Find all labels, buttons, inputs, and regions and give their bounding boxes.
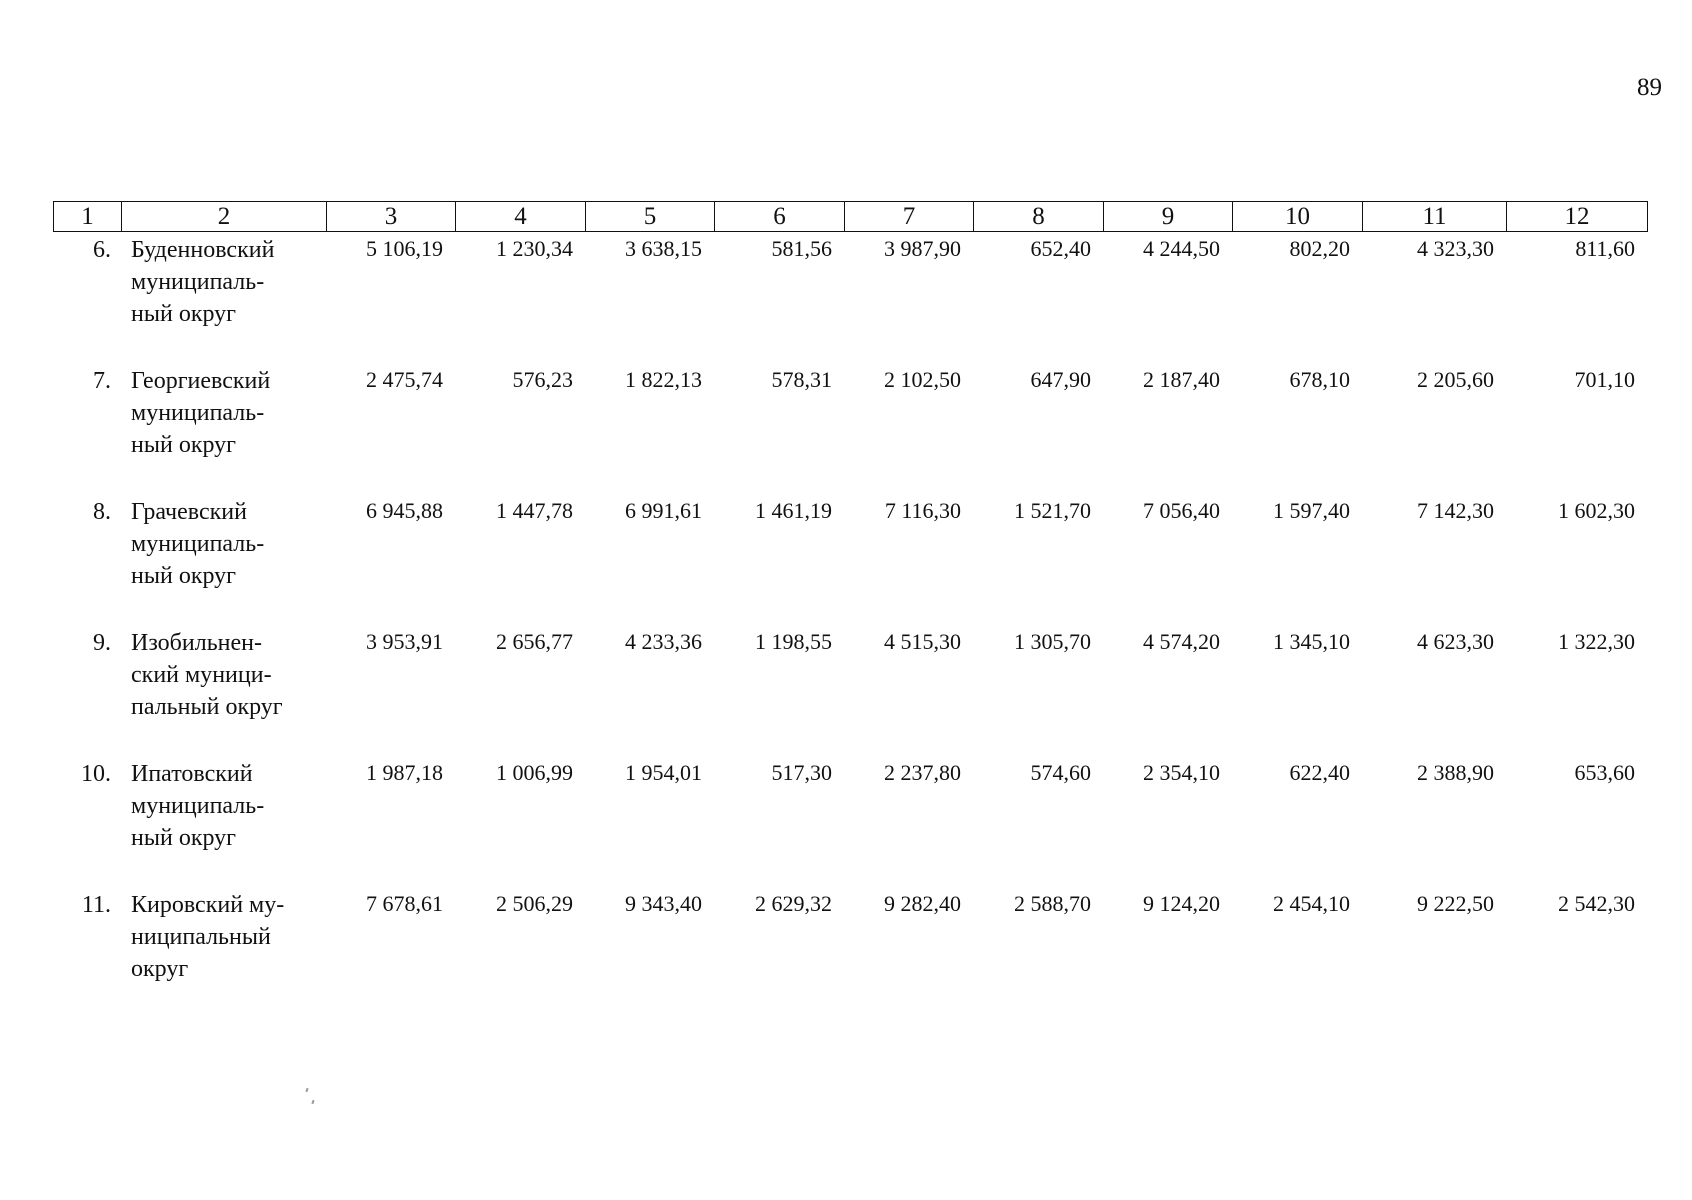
- row-number: 7.: [93, 368, 111, 394]
- header-cell: 5: [586, 202, 715, 232]
- row-number: 10.: [81, 761, 111, 787]
- district-name-line: ский муници-: [131, 662, 272, 688]
- header-row: [54, 202, 1648, 232]
- value-cell: 9 124,20: [1143, 891, 1220, 916]
- row-number: 9.: [93, 630, 111, 656]
- district-name: [121, 234, 326, 365]
- value-cell: 1 602,30: [1558, 498, 1635, 523]
- header-cell: 12: [1507, 202, 1648, 232]
- header-cell: 1: [54, 202, 122, 232]
- table-row: [53, 758, 1647, 889]
- district-name-line: ный округ: [131, 301, 236, 327]
- value-cell: 622,40: [1289, 760, 1350, 785]
- district-name-line: муниципаль-: [131, 531, 265, 557]
- value-cell: 2 475,74: [366, 367, 443, 392]
- value-cell: 1 987,18: [366, 760, 443, 785]
- district-name: [121, 758, 326, 889]
- value-cell: 7 678,61: [366, 891, 443, 916]
- header-cell: 10: [1233, 202, 1363, 232]
- value-cell: 1 230,34: [496, 236, 573, 261]
- value-cell: 7 142,30: [1417, 498, 1494, 523]
- value-cell: 2 454,10: [1273, 891, 1350, 916]
- scan-speck: [305, 1088, 308, 1092]
- value-cell: 2 187,40: [1143, 367, 1220, 392]
- value-cell: 3 638,15: [625, 236, 702, 261]
- value-cell: 4 323,30: [1417, 236, 1494, 261]
- header-cell: 3: [327, 202, 456, 232]
- district-name-line: муниципаль-: [131, 793, 265, 819]
- value-cell: 1 597,40: [1273, 498, 1350, 523]
- value-cell: 4 574,20: [1143, 629, 1220, 654]
- table-row: [53, 889, 1647, 1020]
- value-cell: 9 282,40: [884, 891, 961, 916]
- value-cell: 647,90: [1030, 367, 1091, 392]
- value-cell: 4 623,30: [1417, 629, 1494, 654]
- value-cell: 653,60: [1574, 760, 1635, 785]
- table-row: [53, 627, 1647, 758]
- value-cell: 2 506,29: [496, 891, 573, 916]
- value-cell: 9 222,50: [1417, 891, 1494, 916]
- district-name-line: муниципаль-: [131, 269, 265, 295]
- table-row: [53, 365, 1647, 496]
- value-cell: 1 006,99: [496, 760, 573, 785]
- district-name-line: Георгиевский: [131, 368, 271, 394]
- value-cell: 701,10: [1574, 367, 1635, 392]
- value-cell: 1 198,55: [755, 629, 832, 654]
- value-cell: 7 116,30: [884, 498, 961, 523]
- district-name-line: Кировский му-: [131, 892, 285, 918]
- district-name: [121, 496, 326, 627]
- value-cell: 7 056,40: [1143, 498, 1220, 523]
- value-cell: 2 542,30: [1558, 891, 1635, 916]
- value-cell: 2 656,77: [496, 629, 573, 654]
- district-name-line: пальный округ: [131, 694, 283, 720]
- row-number: 8.: [93, 499, 111, 525]
- header-cell: 11: [1363, 202, 1507, 232]
- value-cell: 2 354,10: [1143, 760, 1220, 785]
- value-cell: 1 322,30: [1558, 629, 1635, 654]
- district-name: [121, 627, 326, 758]
- district-name-line: ниципальный: [131, 924, 271, 950]
- district-name-line: Изобильнен-: [131, 630, 262, 656]
- value-cell: 3 953,91: [366, 629, 443, 654]
- header-cell: 2: [122, 202, 327, 232]
- value-cell: 1 345,10: [1273, 629, 1350, 654]
- table-row: [53, 234, 1647, 365]
- value-cell: 1 461,19: [755, 498, 832, 523]
- header-cell: 4: [456, 202, 586, 232]
- district-name-line: ный округ: [131, 432, 236, 458]
- district-name-line: Ипатовский: [131, 761, 253, 787]
- value-cell: 574,60: [1030, 760, 1091, 785]
- row-number: 6.: [93, 237, 111, 263]
- district-name-line: муниципаль-: [131, 400, 265, 426]
- district-name: [121, 365, 326, 496]
- value-cell: 6 991,61: [625, 498, 702, 523]
- value-cell: 1 447,78: [496, 498, 573, 523]
- value-cell: 9 343,40: [625, 891, 702, 916]
- district-name-line: ный округ: [131, 825, 236, 851]
- header-cell: 6: [715, 202, 845, 232]
- value-cell: 517,30: [771, 760, 832, 785]
- value-cell: 811,60: [1575, 236, 1635, 261]
- value-cell: 2 588,70: [1014, 891, 1091, 916]
- value-cell: 581,56: [771, 236, 832, 261]
- column-number-header: [53, 201, 1648, 232]
- value-cell: 5 106,19: [366, 236, 443, 261]
- district-name-line: ный округ: [131, 563, 236, 589]
- district-name-line: округ: [131, 956, 189, 982]
- value-cell: 678,10: [1289, 367, 1350, 392]
- value-cell: 1 305,70: [1014, 629, 1091, 654]
- value-cell: 4 244,50: [1143, 236, 1220, 261]
- value-cell: 2 629,32: [755, 891, 832, 916]
- value-cell: 1 954,01: [625, 760, 702, 785]
- value-cell: 578,31: [771, 367, 832, 392]
- value-cell: 1 521,70: [1014, 498, 1091, 523]
- district-name-line: Буденновский: [131, 237, 275, 263]
- value-cell: 6 945,88: [366, 498, 443, 523]
- scan-speck: [311, 1100, 314, 1104]
- value-cell: 576,23: [512, 367, 573, 392]
- page-number: 89: [1637, 74, 1662, 101]
- value-cell: 2 205,60: [1417, 367, 1494, 392]
- value-cell: 2 237,80: [884, 760, 961, 785]
- value-cell: 652,40: [1030, 236, 1091, 261]
- value-cell: 4 515,30: [884, 629, 961, 654]
- value-cell: 3 987,90: [884, 236, 961, 261]
- value-cell: 1 822,13: [625, 367, 702, 392]
- value-cell: 802,20: [1289, 236, 1350, 261]
- district-name-line: Грачевский: [131, 499, 247, 525]
- district-name: [121, 889, 326, 1020]
- table-row: [53, 496, 1647, 627]
- row-number: 11.: [81, 892, 111, 918]
- header-cell: 9: [1104, 202, 1233, 232]
- value-cell: 4 233,36: [625, 629, 702, 654]
- header-cell: 8: [974, 202, 1104, 232]
- value-cell: 2 388,90: [1417, 760, 1494, 785]
- value-cell: 2 102,50: [884, 367, 961, 392]
- district-data-table: [53, 234, 1647, 1020]
- header-cell: 7: [845, 202, 974, 232]
